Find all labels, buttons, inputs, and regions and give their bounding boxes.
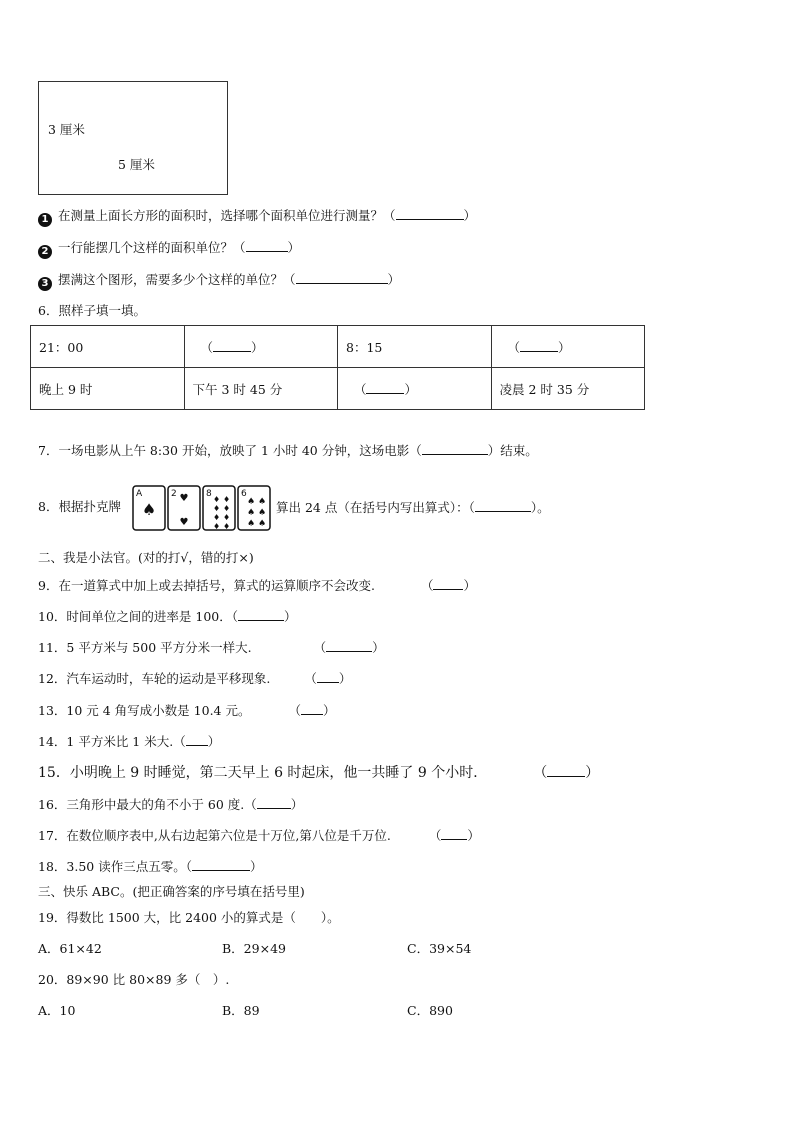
svg-text:8: 8 (206, 489, 212, 499)
circled-number-icon: 1 (38, 213, 52, 227)
table-cell: 下午 3 时 45 分 (184, 368, 338, 410)
question-18: 18．3.50 读作三点五零。（ ） (38, 859, 263, 874)
question-17: 17．在数位顺序表中,从右边起第六位是十万位,第八位是千万位. （ ） (38, 828, 480, 843)
question-6: 6．照样子填一填。 (38, 303, 146, 318)
section-3-heading: 三、快乐 ABC。(把正确答案的序号填在括号里) (38, 884, 305, 899)
svg-text:♠: ♠ (247, 519, 256, 529)
height-label: 3 厘米 (48, 122, 85, 137)
svg-text:♥: ♥ (179, 493, 189, 504)
answer-blank[interactable] (520, 339, 558, 352)
svg-text:♥: ♥ (179, 517, 189, 528)
svg-text:2: 2 (171, 489, 177, 499)
svg-text:♦: ♦ (223, 522, 231, 531)
svg-text:♦: ♦ (213, 504, 221, 513)
card-eight-diamonds (203, 486, 235, 531)
answer-blank[interactable] (396, 207, 464, 220)
option-a[interactable]: A．10 (38, 1003, 76, 1018)
svg-text:6: 6 (241, 489, 247, 499)
sub-question-2: 2 一行能摆几个这样的面积单位？（ ） (38, 239, 300, 259)
answer-blank[interactable] (192, 858, 250, 871)
answer-blank[interactable] (301, 702, 323, 715)
svg-text:♠: ♠ (258, 519, 267, 529)
answer-blank[interactable] (213, 339, 251, 352)
table-cell: （ ） (184, 326, 338, 368)
answer-blank[interactable] (246, 239, 288, 252)
answer-blank[interactable] (238, 608, 284, 621)
rectangle-figure (38, 81, 228, 195)
table-cell: （ ） (338, 368, 492, 410)
card-two-hearts (168, 486, 200, 530)
table-cell: 21：00 (31, 326, 185, 368)
question-14: 14．1 平方米比 1 米大.（ ） (38, 734, 221, 749)
table-cell: 凌晨 2 时 35 分 (491, 368, 645, 410)
option-a[interactable]: A．61×42 (38, 941, 102, 956)
svg-text:♦: ♦ (213, 522, 221, 531)
option-c[interactable]: C．890 (407, 1003, 453, 1018)
svg-text:♠: ♠ (247, 497, 256, 507)
answer-blank[interactable] (296, 271, 388, 284)
answer-blank[interactable] (257, 796, 291, 809)
svg-text:♠: ♠ (258, 508, 267, 518)
answer-blank[interactable] (441, 827, 467, 840)
option-b[interactable]: B．29×49 (222, 941, 286, 956)
svg-text:♦: ♦ (223, 495, 231, 504)
time-table (30, 325, 645, 410)
question-20: 20．89×90 比 80×89 多（ ）. (38, 972, 230, 987)
question-8-prefix: 8．根据扑克牌 (38, 499, 121, 514)
question-19: 19．得数比 1500 大，比 2400 小的算式是（ ）。 (38, 910, 340, 925)
option-b[interactable]: B．89 (222, 1003, 260, 1018)
answer-blank[interactable] (317, 670, 339, 683)
svg-text:♠: ♠ (247, 508, 256, 518)
sub-question-1: 1 在测量上面长方形的面积时，选择哪个面积单位进行测量？（ ） (38, 207, 476, 227)
circled-number-icon: 3 (38, 277, 52, 291)
svg-text:♦: ♦ (223, 504, 231, 513)
answer-blank[interactable] (422, 442, 488, 455)
svg-text:A: A (136, 489, 143, 499)
answer-blank[interactable] (547, 764, 585, 777)
svg-text:♦: ♦ (223, 513, 231, 522)
question-15: 15．小明晚上 9 时睡觉，第二天早上 6 时起床，他一共睡了 9 个小时． （ ） (38, 765, 600, 781)
playing-cards (132, 484, 274, 532)
table-cell: 晚上 9 时 (31, 368, 185, 410)
card-six-spades (238, 486, 270, 530)
section-2-heading: 二、我是小法官。(对的打√，错的打×) (38, 550, 254, 565)
svg-text:♦: ♦ (213, 495, 221, 504)
answer-blank[interactable] (186, 733, 208, 746)
answer-blank[interactable] (326, 639, 372, 652)
sub-question-3: 3 摆满这个图形，需要多少个这样的单位？（ ） (38, 271, 400, 291)
question-11: 11．5 平方米与 500 平方分米一样大. （ ） (38, 640, 385, 655)
question-12: 12．汽车运动时，车轮的运动是平移现象. （ ） (38, 671, 352, 686)
answer-blank[interactable] (433, 577, 463, 590)
question-13: 13．10 元 4 角写成小数是 10.4 元。 （ ） (38, 703, 336, 718)
circled-number-icon: 2 (38, 245, 52, 259)
answer-blank[interactable] (475, 499, 531, 512)
table-cell: 8：15 (338, 326, 492, 368)
table-cell: （ ） (491, 326, 645, 368)
card-ace-spades (133, 486, 165, 530)
answer-blank[interactable] (366, 381, 404, 394)
option-c[interactable]: C．39×54 (407, 941, 472, 956)
question-7: 7．一场电影从上午 8:30 开始，放映了 1 小时 40 分钟，这场电影（ ）结束。 (38, 443, 538, 458)
question-8: 算出 24 点（在括号内写出算式）：（ ）。 (276, 500, 550, 515)
svg-text:♦: ♦ (213, 513, 221, 522)
svg-text:♠: ♠ (141, 500, 157, 519)
table-row (31, 368, 645, 410)
question-16: 16．三角形中最大的角不小于 60 度.（ ） (38, 797, 304, 812)
question-10: 10．时间单位之间的进率是 100．（ ） (38, 609, 297, 624)
table-row (31, 326, 645, 368)
width-label: 5 厘米 (118, 157, 155, 172)
question-9: 9．在一道算式中加上或去掉括号，算式的运算顺序不会改变. （ ） (38, 578, 476, 593)
svg-text:♠: ♠ (258, 497, 267, 507)
